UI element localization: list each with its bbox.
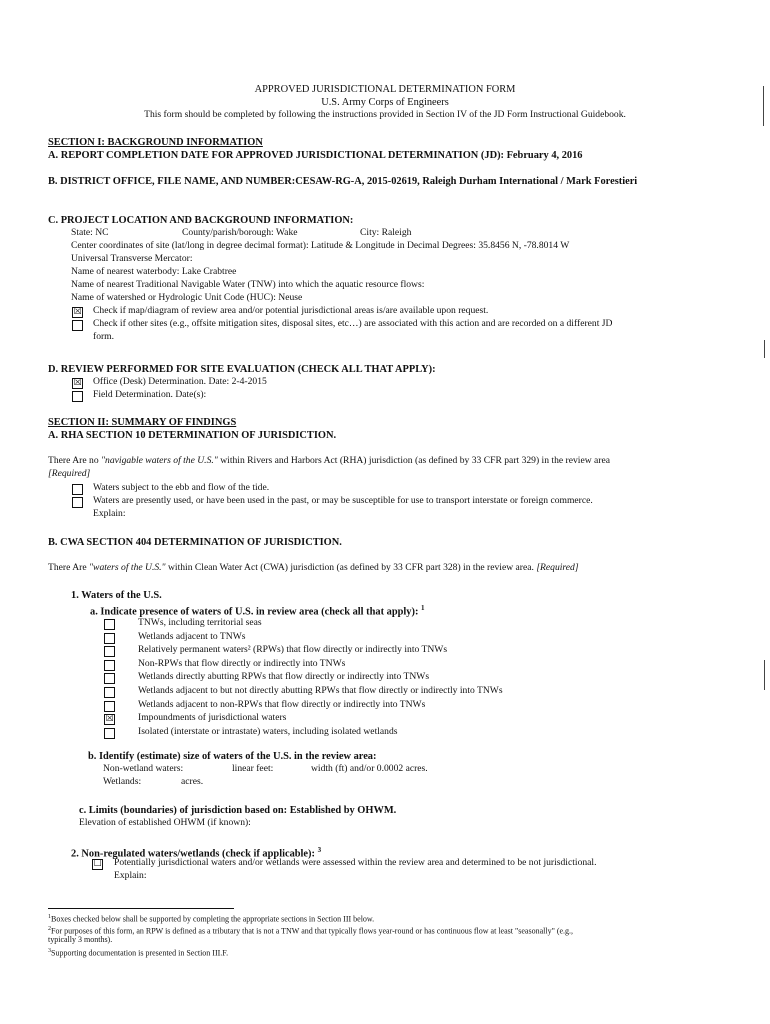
width-acres: width (ft) and/or 0.0002 acres. xyxy=(311,763,428,774)
nonwetland-waters: Non-wetland waters: xyxy=(103,763,184,774)
other-sites-checkbox[interactable] xyxy=(72,320,83,331)
waters-item-checkbox[interactable]: ☒ xyxy=(105,714,114,724)
footnote-number: 2 xyxy=(48,926,51,932)
waters-item-checkbox[interactable] xyxy=(104,687,115,698)
waters-item-checkbox[interactable] xyxy=(104,701,115,712)
waters-item-label: Wetlands adjacent to non-RPWs that flow directly or indirectly into TNWs xyxy=(138,699,426,710)
utm-field: Universal Transverse Mercator: xyxy=(71,253,193,264)
district-office-line: B. DISTRICT OFFICE, FILE NAME, AND NUMBER:CESAW-RG-A, 2015-02619, Raleigh Durham International / Mark Forestieri xyxy=(48,176,638,187)
footnote-text: Supporting documentation is presented in Section III.F. xyxy=(51,948,229,958)
center-coordinates: Center coordinates of site (lat/long in degree decimal format): Latitude & Longitude in Decimal Degrees: 35.8456 N, -78.8014 W xyxy=(71,240,570,251)
form-instruction: This form should be completed by following the instructions provided in Section IV of the JD Form Instructional Guidebook. xyxy=(144,109,626,120)
city-field: City: Raleigh xyxy=(360,227,412,238)
wetlands-acres: acres. xyxy=(181,776,204,787)
office-determination-label: Office (Desk) Determination. Date: 2-4-2015 xyxy=(93,376,267,387)
section-1-heading: SECTION I: BACKGROUND INFORMATION xyxy=(48,137,263,148)
footnote xyxy=(48,924,573,937)
nearest-waterbody: Name of nearest waterbody: Lake Crabtree xyxy=(71,266,237,277)
footnote-text: Boxes checked below shall be supported by completing the appropriate sections in Section III below. xyxy=(51,914,375,924)
scan-edge-mark xyxy=(764,340,765,358)
waters-heading: 1. Waters of the U.S. xyxy=(71,590,162,601)
rha-statement xyxy=(48,455,610,467)
non-regulated-explain: Explain: xyxy=(114,870,147,881)
cwa-statement-pre: There Are xyxy=(48,562,87,573)
section-2-heading: SECTION II: SUMMARY OF FINDINGS xyxy=(48,417,237,428)
footnote xyxy=(48,935,112,945)
nearest-tnw: Name of nearest Traditional Navigable Water (TNW) into which the aquatic resource flows: xyxy=(71,279,425,290)
footnote-divider xyxy=(48,908,234,909)
other-sites-label: Check if other sites (e.g., offsite mitigation sites, disposal sites, etc…) are associated with this action and are recorded on a different JD xyxy=(93,318,613,329)
linear-feet: linear feet: xyxy=(232,763,274,774)
cwa-statement-term: "waters of the U.S." xyxy=(89,562,166,573)
commerce-checkbox[interactable] xyxy=(72,497,83,508)
waters-item-label: Isolated (interstate or intrastate) waters, including isolated wetlands xyxy=(138,726,398,737)
rha-explain: Explain: xyxy=(93,508,126,519)
waters-item-checkbox[interactable] xyxy=(104,728,115,739)
cwa-required: [Required] xyxy=(536,562,579,573)
state-field: State: NC xyxy=(71,227,109,238)
waters-item-label: Wetlands adjacent to but not directly abutting RPWs that flow directly or indirectly into TNWs xyxy=(138,685,503,696)
field-determination-checkbox[interactable] xyxy=(72,391,83,402)
waters-item-checkbox[interactable] xyxy=(104,633,115,644)
footnote-text: typically 3 months). xyxy=(48,935,113,944)
agency-name: U.S. Army Corps of Engineers xyxy=(321,97,449,108)
identify-size: b. Identify (estimate) size of waters of the U.S. in the review area: xyxy=(88,751,377,762)
footnote xyxy=(48,912,374,925)
rha-heading: A. RHA SECTION 10 DETERMINATION OF JURISDICTION. xyxy=(48,430,337,441)
rha-statement-term: "navigable waters of the U.S." xyxy=(101,455,218,466)
rha-statement-post: within Rivers and Harbors Act (RHA) jurisdiction (as defined by 33 CFR part 329) in the review area xyxy=(220,455,611,466)
limits-jurisdiction: c. Limits (boundaries) of jurisdiction based on: Established by OHWM. xyxy=(79,805,397,816)
county-field: County/parish/borough: Wake xyxy=(182,227,298,238)
watershed-huc: Name of watershed or Hydrologic Unit Code (HUC): Neuse xyxy=(71,292,303,303)
rha-statement-pre: There Are no xyxy=(48,455,99,466)
cwa-statement xyxy=(48,562,579,574)
waters-item-label: Wetlands adjacent to TNWs xyxy=(138,631,246,642)
field-determination-label: Field Determination. Date(s): xyxy=(93,389,207,400)
waters-item-label: TNWs, including territorial seas xyxy=(138,617,262,628)
footnote-number: 1 xyxy=(48,914,51,920)
wetlands-size: Wetlands: xyxy=(103,776,142,787)
non-regulated-label: Potentially jurisdictional waters and/or wetlands were assessed within the review area and determined to be not jurisdictional. xyxy=(114,857,597,868)
scan-edge-mark xyxy=(764,660,765,690)
commerce-label: Waters are presently used, or have been used in the past, or may be susceptible for use to transport interstate or foreign commerce. xyxy=(93,495,593,506)
form-title: APPROVED JURISDICTIONAL DETERMINATION FORM xyxy=(254,84,516,95)
rha-required: [Required] xyxy=(48,468,91,479)
waters-item-label: Relatively permanent waters² (RPWs) that flow directly or indirectly into TNWs xyxy=(138,644,448,655)
waters-item-label: Impoundments of jurisdictional waters xyxy=(138,712,287,723)
waters-item-checkbox[interactable] xyxy=(104,646,115,657)
ebb-flow-checkbox[interactable] xyxy=(72,484,83,495)
office-determination-checkbox[interactable]: ☒ xyxy=(73,378,82,388)
review-performed-heading: D. REVIEW PERFORMED FOR SITE EVALUATION (CHECK ALL THAT APPLY): xyxy=(48,364,436,375)
indicate-presence xyxy=(90,602,425,618)
ebb-flow-label: Waters subject to the ebb and flow of the tide. xyxy=(93,482,270,493)
indicate-presence-text: a. Indicate presence of waters of U.S. in review area (check all that apply): xyxy=(90,606,419,618)
non-regulated-heading-text: 2. Non-regulated waters/wetlands (check if applicable): xyxy=(71,848,315,860)
project-location-heading: C. PROJECT LOCATION AND BACKGROUND INFORMATION: xyxy=(48,215,354,226)
waters-item-label: Non-RPWs that flow directly or indirectly into TNWs xyxy=(138,658,346,669)
footnote-ref-1: 1 xyxy=(421,604,425,612)
footnote-text: For purposes of this form, an RPW is defined as a tributary that is not a TNW and that typically flows year-round or has continuous flow at least "seasonally" (e.g., xyxy=(51,926,574,936)
cwa-statement-post: within Clean Water Act (CWA) jurisdiction (as defined by 33 CFR part 328) in the review area. xyxy=(167,562,534,573)
cwa-heading: B. CWA SECTION 404 DETERMINATION OF JURISDICTION. xyxy=(48,537,342,548)
waters-item-checkbox[interactable] xyxy=(104,660,115,671)
non-regulated-checkbox[interactable]: ☐ xyxy=(93,859,102,869)
map-checkbox[interactable]: ☒ xyxy=(73,307,82,317)
footnote xyxy=(48,946,228,959)
waters-item-checkbox[interactable] xyxy=(104,619,115,630)
report-date-line: A. REPORT COMPLETION DATE FOR APPROVED JURISDICTIONAL DETERMINATION (JD): February 4, 2016 xyxy=(48,150,583,161)
waters-item-checkbox[interactable] xyxy=(104,673,115,684)
ohwm-elevation: Elevation of established OHWM (if known): xyxy=(79,817,251,828)
footnote-number: 3 xyxy=(48,948,51,954)
other-sites-label-cont: form. xyxy=(93,331,115,342)
footnote-ref-3: 3 xyxy=(317,846,322,854)
map-checkbox-label: Check if map/diagram of review area and/or potential jurisdictional areas is/are available upon request. xyxy=(93,305,489,316)
waters-item-label: Wetlands directly abutting RPWs that flow directly or indirectly into TNWs xyxy=(138,671,430,682)
